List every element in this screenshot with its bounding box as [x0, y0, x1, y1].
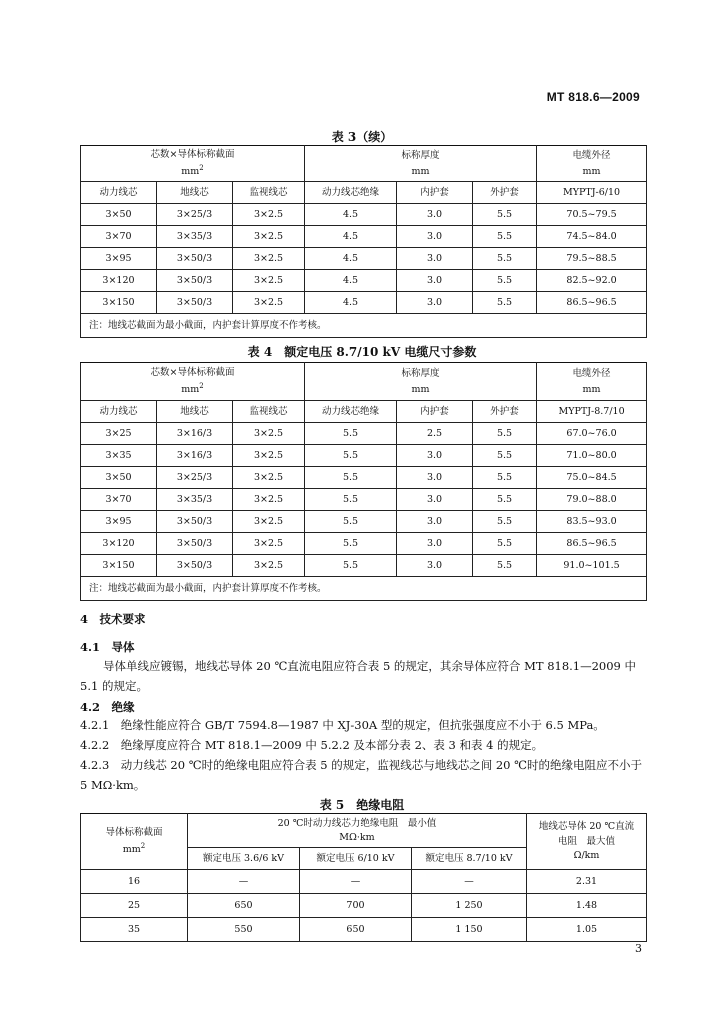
cell: 5.5 — [305, 445, 397, 467]
table3-col: 外护套 — [473, 182, 537, 204]
cell: 3×25/3 — [157, 467, 233, 489]
cell: 3×50 — [81, 467, 157, 489]
cell: 5.5 — [305, 533, 397, 555]
cell: 4.5 — [305, 204, 397, 226]
table5-sub: 额定电压 3.6/6 kV — [188, 848, 300, 870]
cell: 79.0~88.0 — [537, 489, 647, 511]
cell: 3×25 — [81, 423, 157, 445]
cell: 1 150 — [412, 918, 527, 942]
cell: 70.5~79.5 — [537, 204, 647, 226]
table3-col: 监视线芯 — [233, 182, 305, 204]
cell: 3×2.5 — [233, 292, 305, 314]
cell: — — [412, 870, 527, 894]
cell: 3.0 — [397, 533, 473, 555]
cell: 650 — [300, 918, 412, 942]
cell: 3.0 — [397, 292, 473, 314]
table4-col: 动力线芯绝缘 — [305, 401, 397, 423]
table3-group-thickness: 标称厚度 mm — [305, 146, 537, 182]
cell: 3×2.5 — [233, 511, 305, 533]
cell: 3×2.5 — [233, 248, 305, 270]
table3-col: 地线芯 — [157, 182, 233, 204]
table5-sub: 额定电压 6/10 kV — [300, 848, 412, 870]
cell: 5.5 — [473, 423, 537, 445]
table-row — [81, 555, 647, 577]
table4-col: MYPTJ-8.7/10 — [537, 401, 647, 423]
cell: 3×2.5 — [233, 467, 305, 489]
cell: 5.5 — [473, 248, 537, 270]
table3 — [80, 145, 647, 338]
cell: 71.0~80.0 — [537, 445, 647, 467]
cell: 1 250 — [412, 894, 527, 918]
cell: 3×35/3 — [157, 226, 233, 248]
cell: 3×95 — [81, 511, 157, 533]
table-row — [81, 467, 647, 489]
table4-col: 地线芯 — [157, 401, 233, 423]
cell: 5.5 — [305, 423, 397, 445]
cell: 82.5~92.0 — [537, 270, 647, 292]
table3-header-row — [81, 182, 647, 204]
cell: 86.5~96.5 — [537, 292, 647, 314]
cell: 3×2.5 — [233, 270, 305, 292]
table4-col: 动力线芯 — [81, 401, 157, 423]
cell: 3.0 — [397, 445, 473, 467]
cell: 16 — [81, 870, 188, 894]
table-row — [81, 489, 647, 511]
cell: 5.5 — [305, 489, 397, 511]
table3-col: 动力线芯 — [81, 182, 157, 204]
cell: 35 — [81, 918, 188, 942]
cell: 4.5 — [305, 248, 397, 270]
section-4-1-heading: 4.1 导体 — [80, 640, 135, 654]
cell: 3×50/3 — [157, 533, 233, 555]
paragraph-4-2-2: 4.2.2 绝缘厚度应符合 MT 818.1—2009 中 5.2.2 及本部分表 2、表 3 和表 4 的规定。 — [80, 738, 544, 752]
cell: 5.5 — [473, 511, 537, 533]
cell: — — [300, 870, 412, 894]
table4-note: 注：地线芯截面为最小截面，内护套计算厚度不作考核。 — [81, 577, 647, 601]
table4 — [80, 362, 647, 601]
cell: 550 — [188, 918, 300, 942]
cell: 2.5 — [397, 423, 473, 445]
table5-sub: 额定电压 8.7/10 kV — [412, 848, 527, 870]
cell: 3.0 — [397, 204, 473, 226]
table-row — [81, 248, 647, 270]
table3-col: 动力线芯绝缘 — [305, 182, 397, 204]
table3-caption: 表 3（续） — [331, 130, 393, 144]
table5-header-insulation: 20 ℃时动力线芯力绝缘电阻 最小值 MΩ·km — [188, 814, 527, 848]
cell: 700 — [300, 894, 412, 918]
cell: 3×2.5 — [233, 555, 305, 577]
table5-header-resistance: 地线芯导体 20 ℃直流 电阻 最大值 Ω/km — [527, 814, 647, 870]
cell: 5.5 — [473, 270, 537, 292]
cell: 83.5~93.0 — [537, 511, 647, 533]
table4-col: 外护套 — [473, 401, 537, 423]
table4-col: 监视线芯 — [233, 401, 305, 423]
cell: 3.0 — [397, 467, 473, 489]
cell: 650 — [188, 894, 300, 918]
table-row — [81, 870, 647, 894]
cell: 3×2.5 — [233, 489, 305, 511]
paragraph-4-2-3: 4.2.3 动力线芯 20 ℃时的绝缘电阻应符合表 5 的规定，监视线芯与地线芯之间 20 ℃时的绝缘电阻应不小于 5 MΩ·km。 — [80, 758, 643, 792]
cell: 3×2.5 — [233, 423, 305, 445]
cell: 3×70 — [81, 226, 157, 248]
cell: 5.5 — [473, 292, 537, 314]
table-row — [81, 204, 647, 226]
cell: 3×120 — [81, 533, 157, 555]
table5 — [80, 813, 647, 942]
table-row — [81, 226, 647, 248]
cell: 5.5 — [473, 555, 537, 577]
cell: 3.0 — [397, 248, 473, 270]
section-4-2-heading: 4.2 绝缘 — [80, 700, 135, 714]
cell: 3×50/3 — [157, 555, 233, 577]
table4-group-thickness: 标称厚度 mm — [305, 363, 537, 401]
table-row — [81, 533, 647, 555]
cell: 4.5 — [305, 270, 397, 292]
table-row — [81, 270, 647, 292]
cell: 3.0 — [397, 555, 473, 577]
cell: 3×16/3 — [157, 423, 233, 445]
cell: 3×25/3 — [157, 204, 233, 226]
table4-group-diameter: 电缆外径 mm — [537, 363, 647, 401]
paragraph-4-2-1: 4.2.1 绝缘性能应符合 GB/T 7594.8—1987 中 XJ-30A 型的规定，但抗张强度应不小于 6.5 MPa。 — [80, 718, 605, 732]
table3-col: 内护套 — [397, 182, 473, 204]
cell: 3×50/3 — [157, 270, 233, 292]
cell: 5.5 — [305, 467, 397, 489]
cell: 67.0~76.0 — [537, 423, 647, 445]
cell: 4.5 — [305, 226, 397, 248]
cell: 3×2.5 — [233, 533, 305, 555]
cell: 3×95 — [81, 248, 157, 270]
cell: 5.5 — [473, 226, 537, 248]
table-row — [81, 423, 647, 445]
table4-col: 内护套 — [397, 401, 473, 423]
cell: 3×50/3 — [157, 511, 233, 533]
cell: 5.5 — [473, 489, 537, 511]
table4-group-conductor: 芯数×导体标称截面 $mm^2$ — [81, 363, 305, 401]
cell: 3×2.5 — [233, 445, 305, 467]
section-4-heading: 4 技术要求 — [80, 612, 146, 626]
cell: 3×16/3 — [157, 445, 233, 467]
cell: 3.0 — [397, 489, 473, 511]
document-id: MT 818.6—2009 — [546, 90, 640, 104]
cell: 3×70 — [81, 489, 157, 511]
table-row — [81, 918, 647, 942]
cell: 3.0 — [397, 226, 473, 248]
cell: 91.0~101.5 — [537, 555, 647, 577]
cell: 1.05 — [527, 918, 647, 942]
table-row — [81, 445, 647, 467]
cell: 3×50 — [81, 204, 157, 226]
cell: — — [188, 870, 300, 894]
cell: 75.0~84.5 — [537, 467, 647, 489]
cell: 3×150 — [81, 555, 157, 577]
table-row — [81, 894, 647, 918]
table3-group-diameter: 电缆外径 mm — [537, 146, 647, 182]
cell: 5.5 — [473, 204, 537, 226]
cell: 2.31 — [527, 870, 647, 894]
paragraph-4-1: 导体单线应镀锡，地线芯导体 20 ℃直流电阻应符合表 5 的规定，其余导体应符合 MT 818.1—2009 中 5.1 的规定。 — [80, 659, 637, 693]
cell: 3.0 — [397, 270, 473, 292]
table4-caption: 表 4 额定电压 8.7/10 kV 电缆尺寸参数 — [247, 345, 477, 359]
cell: 86.5~96.5 — [537, 533, 647, 555]
cell: 25 — [81, 894, 188, 918]
table5-header-area: 导体标称截面 $mm^2$ — [81, 814, 188, 870]
cell: 3×150 — [81, 292, 157, 314]
cell: 5.5 — [473, 445, 537, 467]
cell: 79.5~88.5 — [537, 248, 647, 270]
cell: 5.5 — [473, 533, 537, 555]
cell: 1.48 — [527, 894, 647, 918]
table-row — [81, 292, 647, 314]
cell: 3×2.5 — [233, 226, 305, 248]
cell: 3×50/3 — [157, 292, 233, 314]
table3-col: MYPTJ-6/10 — [537, 182, 647, 204]
cell: 74.5~84.0 — [537, 226, 647, 248]
table-row — [81, 511, 647, 533]
cell: 3×2.5 — [233, 204, 305, 226]
cell: 5.5 — [305, 511, 397, 533]
cell: 3×35/3 — [157, 489, 233, 511]
cell: 5.5 — [473, 467, 537, 489]
cell: 3.0 — [397, 511, 473, 533]
cell: 5.5 — [305, 555, 397, 577]
cell: 3×120 — [81, 270, 157, 292]
table4-header-row — [81, 401, 647, 423]
table3-group-conductor: 芯数×导体标称截面 $mm^2$ — [81, 146, 305, 182]
cell: 3×35 — [81, 445, 157, 467]
table5-caption: 表 5 绝缘电阻 — [319, 798, 405, 812]
cell: 3×50/3 — [157, 248, 233, 270]
cell: 4.5 — [305, 292, 397, 314]
table3-note: 注：地线芯截面为最小截面，内护套计算厚度不作考核。 — [81, 314, 647, 338]
page-number: 3 — [635, 942, 642, 955]
